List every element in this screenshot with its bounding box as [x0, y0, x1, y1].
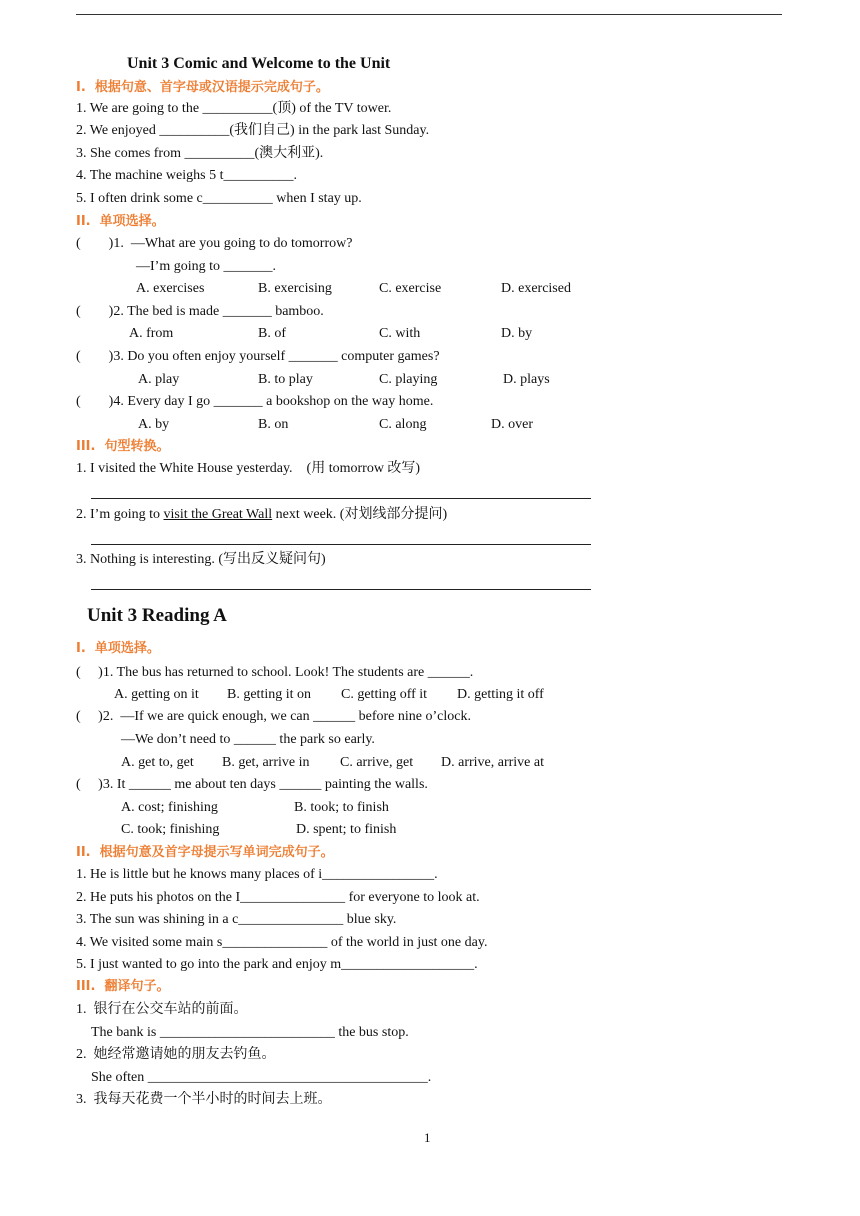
option: C. took; finishing — [121, 822, 220, 837]
translation-chinese: 1. 银行在公交车站的前面。 — [76, 1002, 248, 1017]
option: A. getting on it — [114, 687, 199, 702]
question-line: —We don’t need to ______ the park so early. — [121, 732, 375, 747]
unit1-sec1-item: 3. She comes from __________(澳大利亚). — [76, 146, 324, 161]
unit1-title: Unit 3 Comic and Welcome to the Unit — [127, 55, 391, 72]
option: C. exercise — [379, 281, 442, 296]
option: B. on — [258, 417, 289, 432]
option: A. cost; finishing — [121, 800, 218, 815]
option: B. of — [258, 326, 286, 341]
unit2-title: Unit 3 Reading A — [87, 605, 227, 626]
unit1-sec1-item: 2. We enjoyed __________(我们自己) in the park last Sunday. — [76, 123, 430, 138]
option: A. exercises — [136, 281, 205, 296]
unit2-sec1-heading: I. 单项选择。 — [76, 641, 160, 656]
option: D. arrive, arrive at — [441, 755, 544, 770]
page-number: 1 — [424, 1130, 431, 1145]
option: D. by — [501, 326, 533, 341]
fill-in-item: 4. We visited some main s_______________ of the world in just one day. — [76, 935, 488, 950]
fill-in-item: 5. I just wanted to go into the park and enjoy m___________________. — [76, 957, 478, 972]
option: D. over — [491, 417, 533, 432]
unit2-sec2-heading: II. 根据句意及首字母提示写单词完成句子。 — [76, 845, 334, 860]
translation-chinese: 3. 我每天花费一个半小时的时间去上班。 — [76, 1092, 332, 1107]
header-rule — [76, 14, 782, 15]
translation-english: The bank is _________________________ the bus stop. — [91, 1025, 409, 1040]
fill-in-item: 3. The sun was shining in a c_______________ blue sky. — [76, 912, 397, 927]
option: D. getting it off — [457, 687, 544, 702]
option: B. getting it on — [227, 687, 311, 702]
option: D. plays — [503, 372, 550, 387]
option: A. get to, get — [121, 755, 194, 770]
option: C. getting off it — [341, 687, 428, 702]
question-line: —I’m going to _______. — [136, 259, 276, 274]
transform-sentence: 2. I’m going to visit the Great Wall next week. (对划线部分提问) — [76, 507, 448, 522]
option: C. along — [379, 417, 427, 432]
unit1-sec2-heading: II. 单项选择。 — [76, 214, 165, 229]
unit1-sec3-heading: III. 句型转换。 — [76, 439, 170, 454]
option: A. from — [129, 326, 174, 341]
option: D. exercised — [501, 281, 571, 296]
question-stem: ( )3. It ______ me about ten days ______ painting the walls. — [76, 777, 428, 792]
question-stem: ( )1. —What are you going to do tomorrow? — [76, 236, 353, 251]
option: B. get, arrive in — [222, 755, 310, 770]
option: C. arrive, get — [340, 755, 414, 770]
question-stem: ( )3. Do you often enjoy yourself _______ computer games? — [76, 349, 440, 364]
unit1-sec1-item: 4. The machine weighs 5 t__________. — [76, 168, 297, 183]
translation-chinese: 2. 她经常邀请她的朋友去钓鱼。 — [76, 1047, 276, 1062]
unit1-sec1-item: 1. We are going to the __________(顶) of the TV tower. — [76, 101, 392, 116]
option: A. play — [138, 372, 180, 387]
transform-sentence: 1. I visited the White House yesterday. (用 tomorrow 改写) — [76, 461, 421, 476]
option: B. exercising — [258, 281, 332, 296]
option: C. with — [379, 326, 421, 341]
question-stem: ( )1. The bus has returned to school. Look! The students are ______. — [76, 665, 474, 680]
fill-in-item: 1. He is little but he knows many places of i________________. — [76, 867, 438, 882]
answer-line — [91, 544, 591, 545]
underlined-phrase: visit the Great Wall — [163, 507, 273, 522]
unit1-sec1-heading: I. 根据句意、首字母或汉语提示完成句子。 — [76, 80, 329, 95]
question-stem: ( )2. —If we are quick enough, we can ______ before nine o’clock. — [76, 709, 471, 724]
question-stem: ( )4. Every day I go _______ a bookshop on the way home. — [76, 394, 434, 409]
answer-line — [91, 589, 591, 590]
question-stem: ( )2. The bed is made _______ bamboo. — [76, 304, 324, 319]
transform-sentence: 3. Nothing is interesting. (写出反义疑问句) — [76, 552, 326, 567]
option: D. spent; to finish — [296, 822, 397, 837]
option: B. took; to finish — [294, 800, 389, 815]
option: B. to play — [258, 372, 313, 387]
option: A. by — [138, 417, 170, 432]
fill-in-item: 2. He puts his photos on the I_______________ for everyone to look at. — [76, 890, 480, 905]
translation-english: She often ________________________________________. — [91, 1070, 432, 1085]
unit2-sec3-heading: III. 翻译句子。 — [76, 979, 170, 994]
unit1-sec1-item: 5. I often drink some c__________ when I stay up. — [76, 191, 362, 206]
option: C. playing — [379, 372, 438, 387]
answer-line — [91, 498, 591, 499]
